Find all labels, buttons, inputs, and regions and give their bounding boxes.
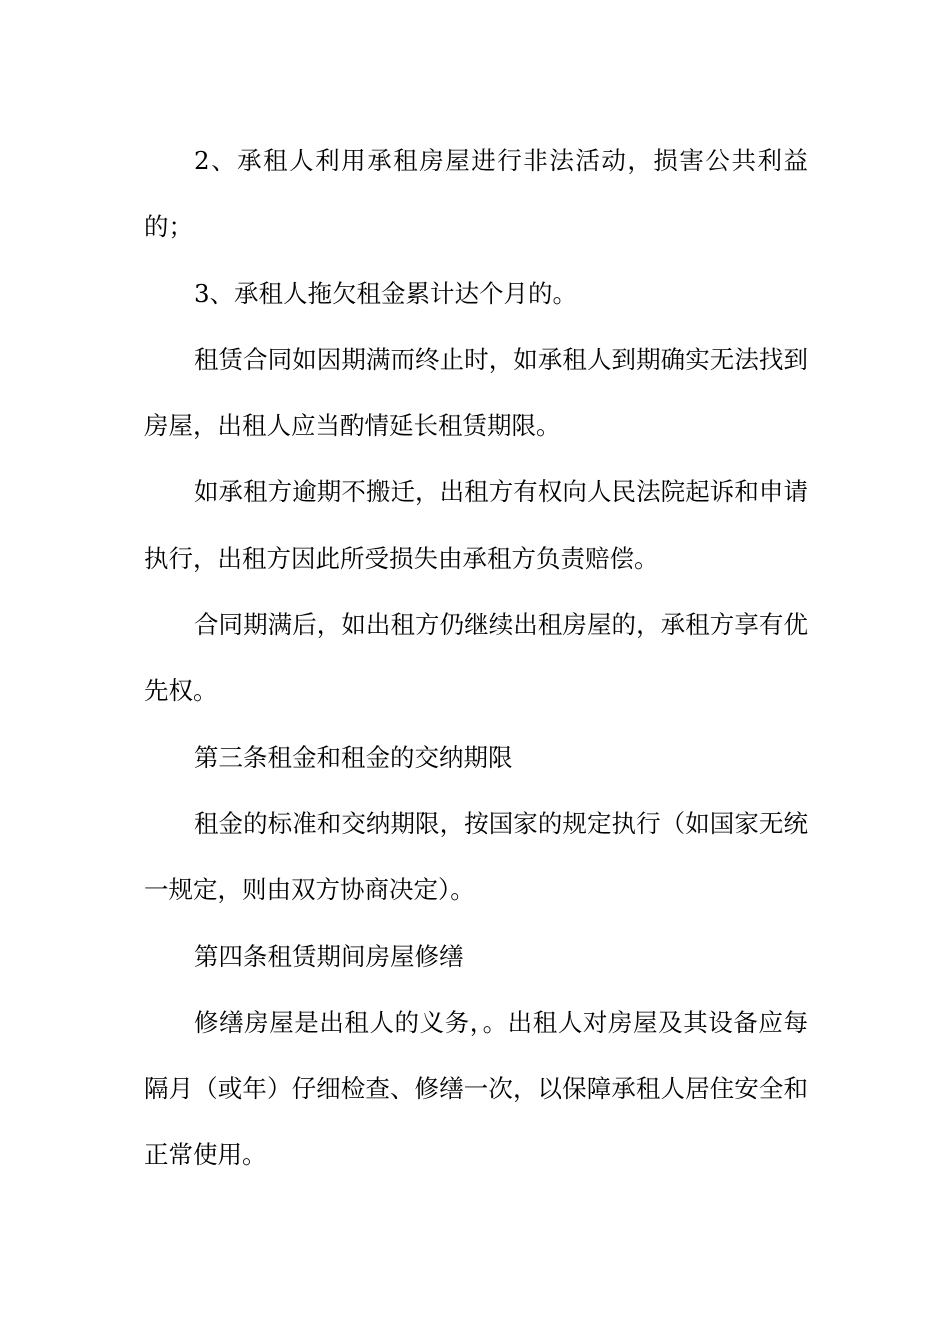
article-4-heading: 第四条租赁期间房屋修缮 (193, 941, 464, 971)
repair-obligation-paragraph: 修缮房屋是出租人的义务，。出租人对房屋及其设备应每隔月（或年）仔细检查、修缮一次，以保障承租人居住安全和正常使用。 (144, 1007, 808, 1170)
clause-item-2: 2、承租人利用承租房屋进行非法活动，损害公共利益的； (144, 146, 808, 242)
article-3-heading: 第三条租金和租金的交纳期限 (193, 742, 513, 772)
rent-standard-paragraph: 租金的标准和交纳期限，按国家的规定执行（如国家无统一规定，则由双方协商决定）。 (144, 808, 808, 905)
document-body (144, 128, 808, 1189)
lease-expiry-paragraph: 租赁合同如因期满而终止时，如承租人到期确实无法找到房屋，出租人应当酌情延长租赁期限。 (144, 344, 808, 441)
overdue-move-out-paragraph: 如承租方逾期不搬迁，出租方有权向人民法院起诉和申请执行，出租方因此所受损失由承租方负责赔偿。 (144, 477, 808, 573)
clause-item-3: 3、承租人拖欠租金累计达个月的。 (193, 278, 578, 308)
priority-right-paragraph: 合同期满后，如出租方仍继续出租房屋的，承租方享有优先权。 (144, 610, 808, 706)
